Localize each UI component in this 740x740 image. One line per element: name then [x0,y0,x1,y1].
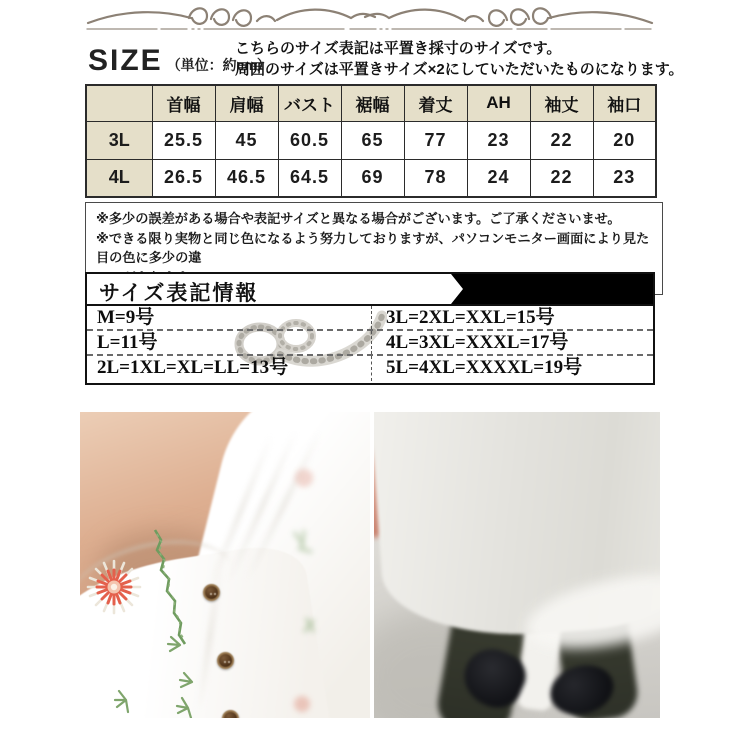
size-description-line1: こちらのサイズ表記は平置き採寸のサイズです。 [235,40,562,57]
size-notation-info-box [85,272,655,385]
cell-4l-hem: 69 [341,159,404,197]
cell-3l-neck: 25.5 [152,121,215,159]
col-header-shoulder-width: 肩幅 [215,85,278,121]
flourish-border-icon [85,3,655,35]
cell-3l-ah: 23 [467,121,530,159]
size-eq-3l: 3L=2XL=XXL=15号 [386,307,555,328]
size-table-row-3l [86,121,656,159]
size-eq-5l: 5L=4XL=XXXXL=19号 [386,357,583,378]
size-notation-title: サイズ表記情報 [99,281,259,305]
product-photo-full-length [374,412,660,718]
size-table [85,84,657,198]
size-eq-2l: 2L=1XL=XL=LL=13号 [87,356,372,381]
col-header-cuff: 袖口 [593,85,656,121]
size-notation-rows [87,306,653,381]
size-notation-row-1 [87,306,653,331]
row-label-3l: 3L [86,121,152,159]
size-table-corner-cell [86,85,152,121]
size-notation-row-2 [87,331,653,356]
cell-3l-cuff: 20 [593,121,656,159]
cell-4l-bust: 64.5 [278,159,341,197]
cell-3l-shoulder: 45 [215,121,278,159]
row-label-4l: 4L [86,159,152,197]
blouse-button [217,652,234,669]
col-header-bust: バスト [278,85,341,121]
blouse-button [203,584,220,601]
cell-3l-hem: 65 [341,121,404,159]
size-eq-m: M=9号 [87,306,372,329]
note-line-2: ※できる限り実物と同じ色になるよう努力しておりますが、パソコンモニター画面により見た目の色に多少の違 [96,230,650,265]
size-table-header-row [86,85,656,121]
cell-4l-neck: 26.5 [152,159,215,197]
col-header-neck-width: 首幅 [152,85,215,121]
size-table-row-4l [86,159,656,197]
cell-3l-sleeve: 22 [530,121,593,159]
cell-3l-bust: 60.5 [278,121,341,159]
size-title: SIZE [88,44,163,77]
col-header-sleeve-length: 袖丈 [530,85,593,121]
col-header-length: 着丈 [404,85,467,121]
cell-4l-sleeve: 22 [530,159,593,197]
cell-4l-shoulder: 46.5 [215,159,278,197]
col-header-hem-width: 裾幅 [341,85,404,121]
size-description [235,38,684,80]
size-eq-4l: 4L=3XL=XXXL=17号 [386,332,569,353]
embroidery-flower-and-vine [80,412,370,718]
cell-4l-cuff: 23 [593,159,656,197]
cell-4l-length: 78 [404,159,467,197]
black-arrow-band [451,274,653,304]
cell-3l-length: 77 [404,121,467,159]
size-description-line2: 周囲のサイズは平置きサイズ×2にしていただいたものになります。 [235,61,684,78]
product-photo-blouse-closeup [80,412,370,718]
size-notation-row-3 [87,356,653,381]
size-unit-label: （単位：約cm） [166,57,271,73]
cell-4l-ah: 24 [467,159,530,197]
col-header-ah: AH [467,85,530,121]
note-line-1: ※多少の誤差がある場合や表記サイズと異なる場合がございます。ご了承くださいませ。 [96,211,621,226]
size-eq-l: L=11号 [87,331,372,354]
